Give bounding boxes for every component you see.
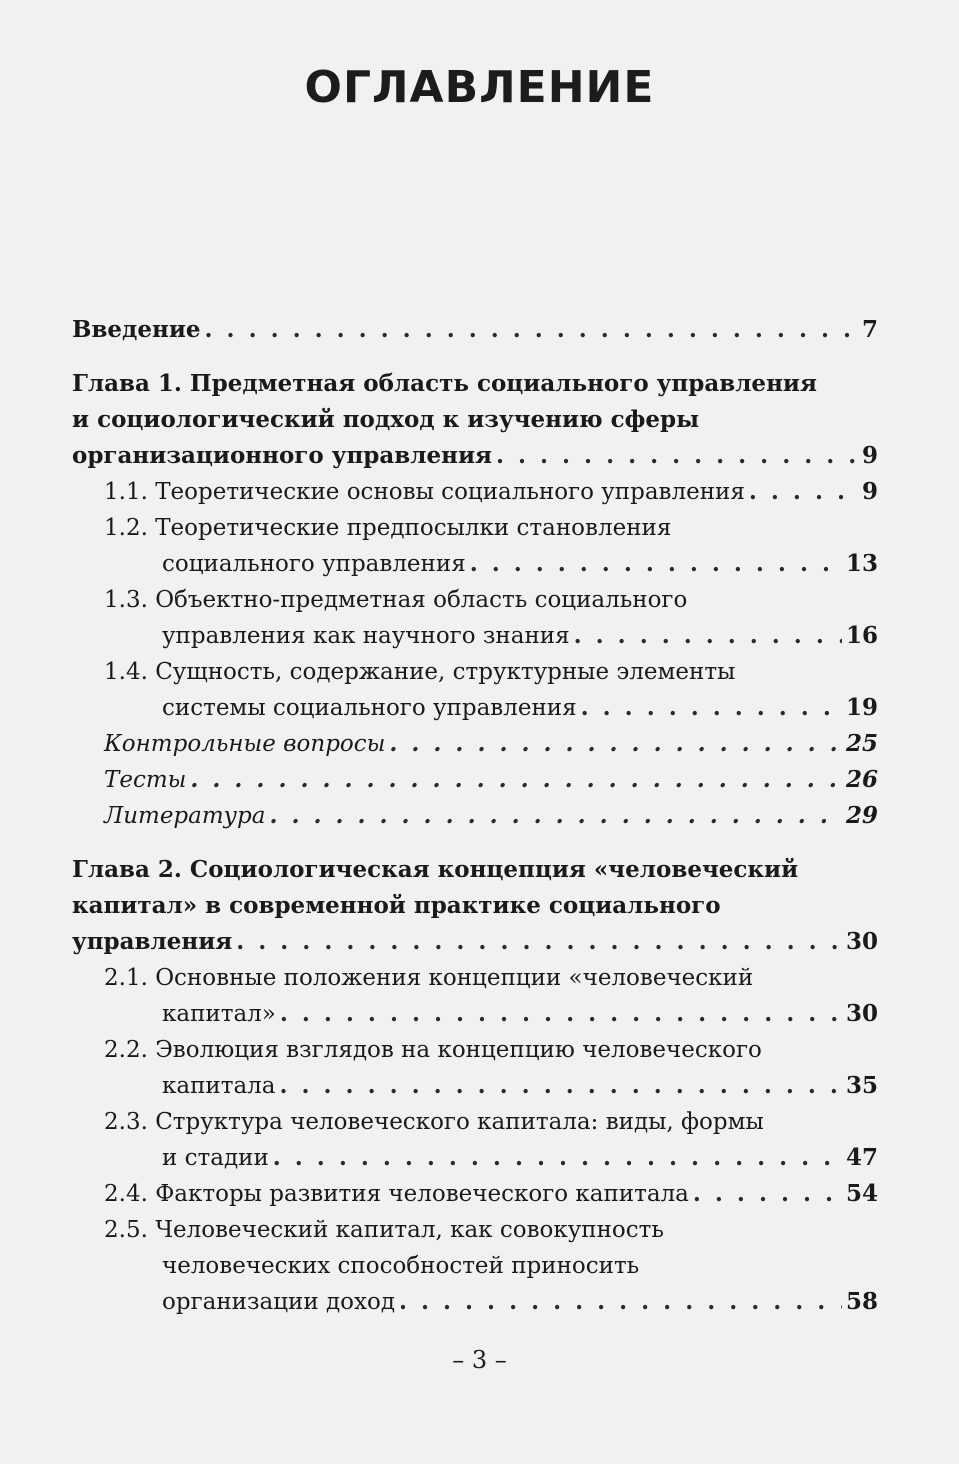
section-1-4-title-line: 1.4. Сущность, содержание, структурные элементы [104,659,736,685]
toc-page-number: 35 [845,1072,878,1099]
section-1-3-title-line: 1.3. Объектно-предметная область социального [104,587,688,613]
dot-leader [280,1068,842,1104]
dot-leader [470,546,842,582]
page-title: ОГЛАВЛЕНИЕ [304,62,655,113]
literature-entry: Литература . . . 29 [72,798,878,834]
section-2-2-title-line: 2.2. Эволюция взглядов на концепцию человеческого [104,1037,762,1063]
chapter-1-title-line: Глава 1. Предметная область социального управления [72,370,817,397]
chapter-1-title-line: и социологический подход к изучению сферы [72,406,700,433]
toc-page-number: 30 [845,1000,878,1027]
section-2-4: 2.4. Факторы развития человеческого капитала . . . 54 [72,1176,878,1212]
section-2-3-title-line: 2.3. Структура человеческого капитала: виды, формы [104,1109,764,1135]
section-1-2-title-line: 1.2. Теоретические предпосылки становления [104,515,672,541]
tests-entry: Тесты . . . 26 [72,762,878,798]
toc-page-number: 29 [845,802,878,829]
section-2-2: капитала . . . 35 [72,1068,878,1104]
dot-leader [693,1176,842,1212]
dot-leader [190,762,842,798]
dot-leader [236,924,842,960]
chapter-2-entry: управления . . . 30 [72,924,878,960]
section-1-1: 1.1. Теоретические основы социального управления . . . 9 [72,474,878,510]
dot-leader [389,726,842,762]
toc-page-number: 30 [845,928,878,955]
chapter-2-title-line: капитал» в современной практике социального [72,892,721,919]
toc-page-number: 25 [845,730,878,757]
dot-leader [269,798,842,834]
section-2-5: организации доход . . . 58 [72,1284,878,1320]
section-2-1-title-line: 2.1. Основные положения концепции «человеческий [104,965,754,991]
toc-page-number: 13 [845,550,878,577]
section-1-3: управления как научного знания . . . 16 [72,618,878,654]
dot-leader [496,438,858,474]
section-2-3: и стадии . . . 47 [72,1140,878,1176]
toc-entry-intro [72,312,878,348]
dot-leader [273,1140,842,1176]
toc-page-number: 26 [845,766,878,793]
dot-leader [280,996,842,1032]
toc-page-number: 47 [845,1144,878,1171]
review-questions-entry: Контрольные вопросы . . . 25 [72,726,878,762]
toc-page-number: 9 [861,442,878,469]
chapter-2-title-line: Глава 2. Социологическая концепция «человеческий [72,856,799,883]
dot-leader [205,312,858,348]
section-1-4: системы социального управления . . . 19 [72,690,878,726]
toc-page-number: 7 [861,316,878,343]
section-2-5-title-line: 2.5. Человеческий капитал, как совокупность [104,1217,664,1243]
dot-leader [581,690,842,726]
dot-leader [749,474,858,510]
toc-page-number: 16 [845,622,878,649]
toc-entry-title: Введение [72,316,201,343]
toc-page-number: 58 [845,1288,878,1315]
toc-page-number: 54 [845,1180,878,1207]
toc-page-number: 9 [861,478,878,505]
section-2-5-title-line: человеческих способностей приносить [162,1253,640,1279]
section-2-1: капитал» . . . 30 [72,996,878,1032]
table-of-contents [72,312,878,1320]
dot-leader [574,618,842,654]
toc-page-number: 19 [845,694,878,721]
chapter-1-entry: организационного управления . . . 9 [72,438,878,474]
page-number: – 3 – [452,1346,507,1374]
dot-leader [399,1284,842,1320]
section-1-2: социального управления . . . 13 [72,546,878,582]
